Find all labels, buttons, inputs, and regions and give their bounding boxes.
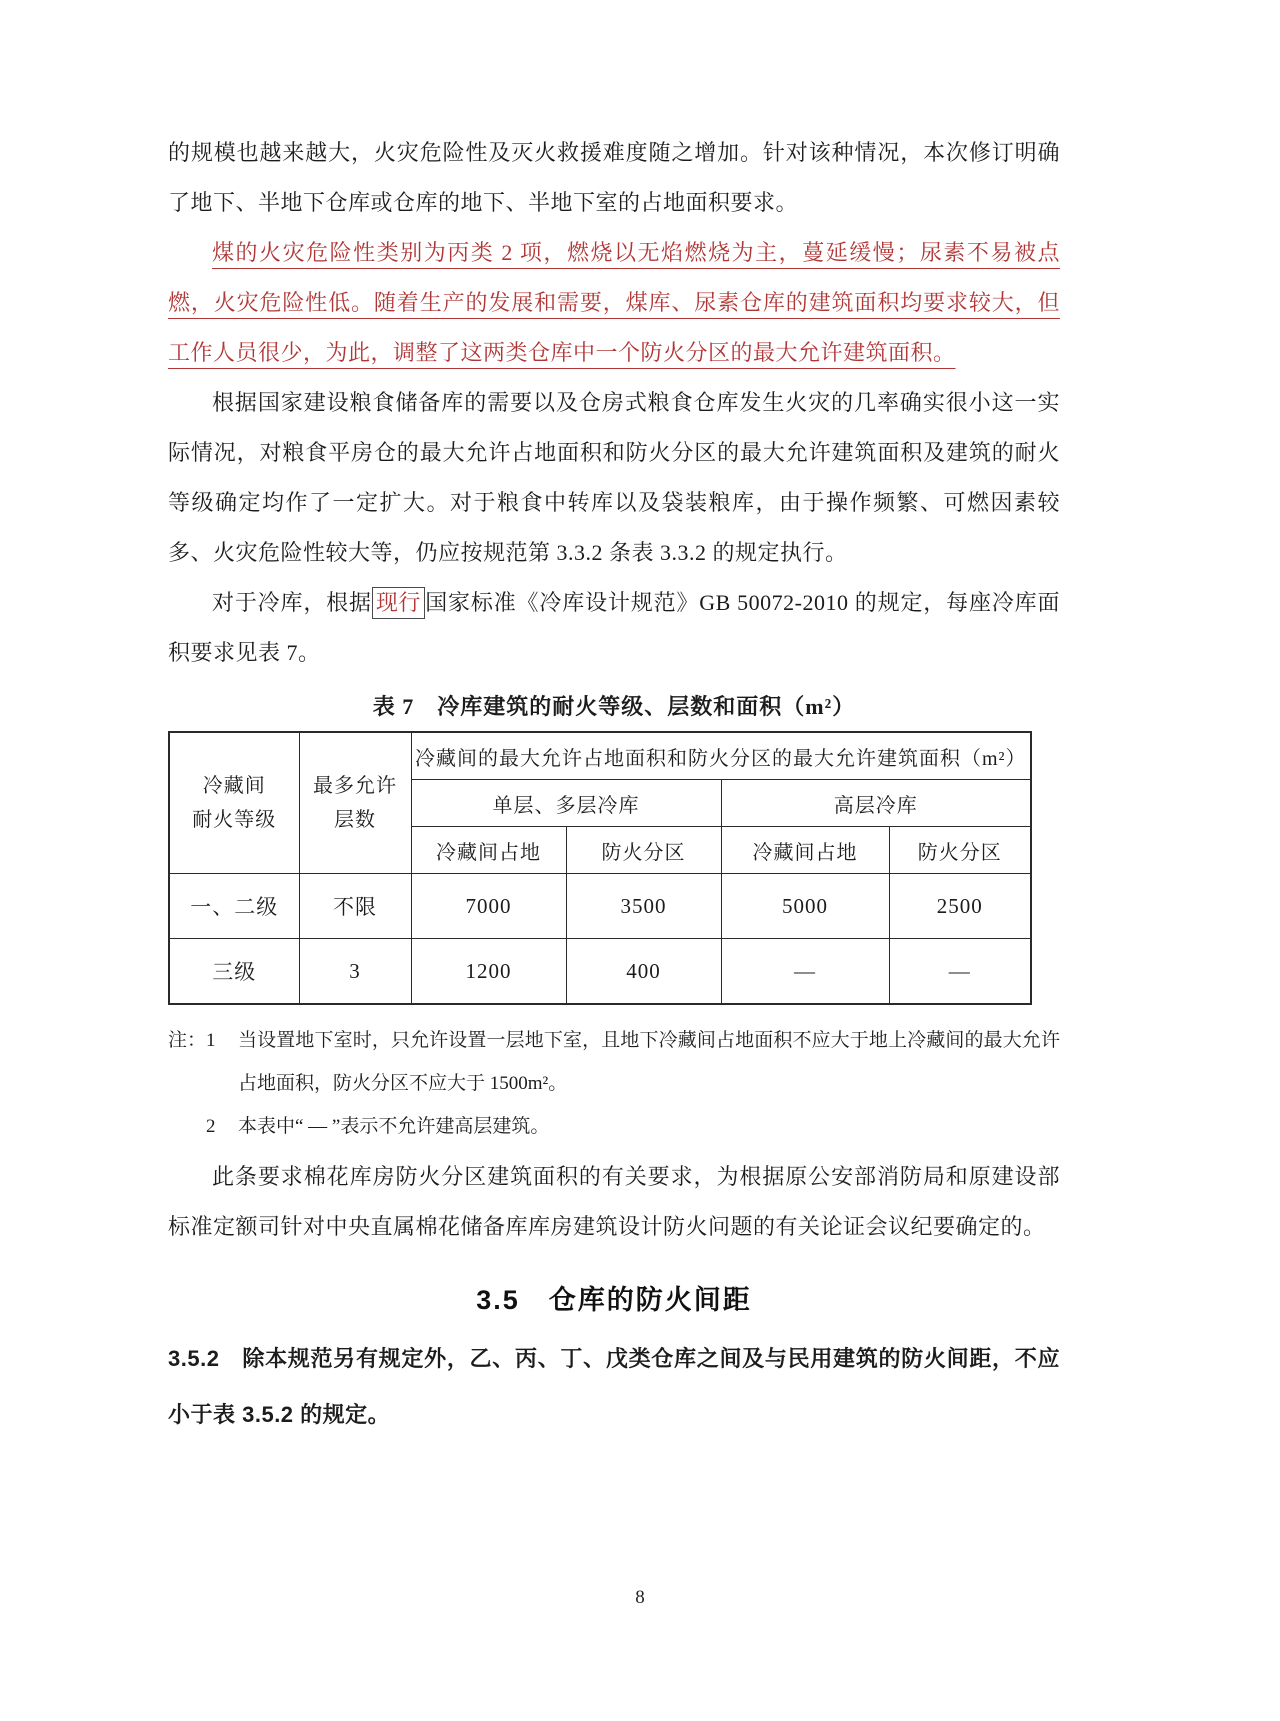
paragraph-inserted-red-text: 煤的火灾危险性类别为丙类 2 项，燃烧以无焰燃烧为主，蔓延缓慢；尿素不易被点燃，火灾危险性低。随着生产的发展和需要，煤库、尿素仓库的建筑面积均要求较大，但工作人员很少，为此，调整了这两类仓库中一个防火分区的最大允许建筑面积。: [168, 240, 1060, 365]
table-row-grade-3: [169, 939, 1031, 1005]
header-fire-resistance-class: [169, 732, 299, 874]
header-sub-compartment-2: 防火分区: [889, 827, 1031, 874]
paragraph-cotton-warehouse: 此条要求棉花库房防火分区建筑面积的有关要求，为根据原公安部消防局和原建设部标准定额司针对中央直属棉花储备库库房建筑设计防火问题的有关论证会议纪要确定的。: [168, 1164, 1060, 1239]
note-2: [168, 1105, 1060, 1148]
cell-value: 400: [566, 939, 721, 1005]
note-2-label: 2: [206, 1116, 216, 1137]
header-sub-compartment-1: 防火分区: [566, 827, 721, 874]
cell-value: 3500: [566, 874, 721, 939]
clause-3-5-2: 3.5.2 除本规范另有规定外，乙、丙、丁、戊类仓库之间及与民用建筑的防火间距，不应小于表 3.5.2 的规定。: [168, 1346, 1060, 1427]
cell-grade: 一、二级: [169, 874, 299, 939]
header-group-highrise: 高层冷库: [721, 780, 1031, 827]
paragraph-cold-storage: [168, 578, 1060, 678]
cell-floors: 3: [299, 939, 411, 1005]
header-max-floors: [299, 732, 411, 874]
cell-floors: 不限: [299, 874, 411, 939]
paragraph-continuation: 的规模也越来越大，火灾危险性及灭火救援难度随之增加。针对该种情况，本次修订明确了地下、半地下仓库或仓库的地下、半地下室的占地面积要求。: [168, 140, 1060, 215]
table7-notes: [168, 1019, 1060, 1148]
cell-grade: 三级: [169, 939, 299, 1005]
header-sub-footprint-2: 冷藏间占地: [721, 827, 889, 874]
note-1: [168, 1019, 1060, 1105]
cell-value: —: [721, 939, 889, 1005]
note-2-text: 本表中“ — ”表示不允许建高层建筑。: [238, 1116, 550, 1137]
header-fire-resistance-class-line2: 耐火等级: [192, 809, 277, 831]
cell-value: 5000: [721, 874, 889, 939]
header-sub-footprint-1: 冷藏间占地: [411, 827, 566, 874]
cell-value: 2500: [889, 874, 1031, 939]
note-1-label: 注：1: [168, 1030, 216, 1051]
boxed-word-current: 现行: [372, 587, 425, 619]
cell-value: 7000: [411, 874, 566, 939]
cell-value: —: [889, 939, 1031, 1005]
paragraph-grain-warehouse: 根据国家建设粮食储备库的需要以及仓房式粮食仓库发生火灾的几率确实很小这一实际情况，对粮食平房仓的最大允许占地面积和防火分区的最大允许建筑面积及建筑的耐火等级确定均作了一定扩大。对于粮食中转库以及袋装粮库，由于操作频繁、可燃因素较多、火灾危险性较大等，仍应按规范第 3.3.2 条表 3.3.2 的规定执行。: [168, 390, 1060, 565]
note-1-text: 当设置地下室时，只允许设置一层地下室，且地下冷藏间占地面积不应大于地上冷藏间的最大允许占地面积，防火分区不应大于 1500m²。: [238, 1030, 1060, 1094]
header-max-floors-line2: 层数: [334, 809, 376, 831]
text-before-boxed-word: 对于冷库，根据: [212, 590, 372, 615]
table-row-grade-1-2: [169, 874, 1031, 939]
cell-value: 1200: [411, 939, 566, 1005]
header-max-floors-line1: 最多允许: [313, 775, 397, 797]
header-fire-resistance-class-line1: 冷藏间: [202, 775, 266, 797]
page-number: 8: [635, 1587, 645, 1608]
table7-header-row-1: [169, 732, 1031, 780]
section-heading-3-5: 3.5 仓库的防火间距: [476, 1285, 752, 1315]
page-content: [168, 128, 1060, 1443]
table7-caption: 表 7 冷库建筑的耐火等级、层数和面积（m²）: [372, 694, 856, 719]
text-after-boxed-word: 国家标准《冷库设计规范》GB 50072-2010 的规定，每座冷库面积要求见表 7。: [168, 590, 1060, 665]
table7: [168, 731, 1032, 1005]
header-group-single-multi: 单层、多层冷库: [411, 780, 721, 827]
header-span-title: 冷藏间的最大允许占地面积和防火分区的最大允许建筑面积（m²）: [411, 732, 1031, 780]
